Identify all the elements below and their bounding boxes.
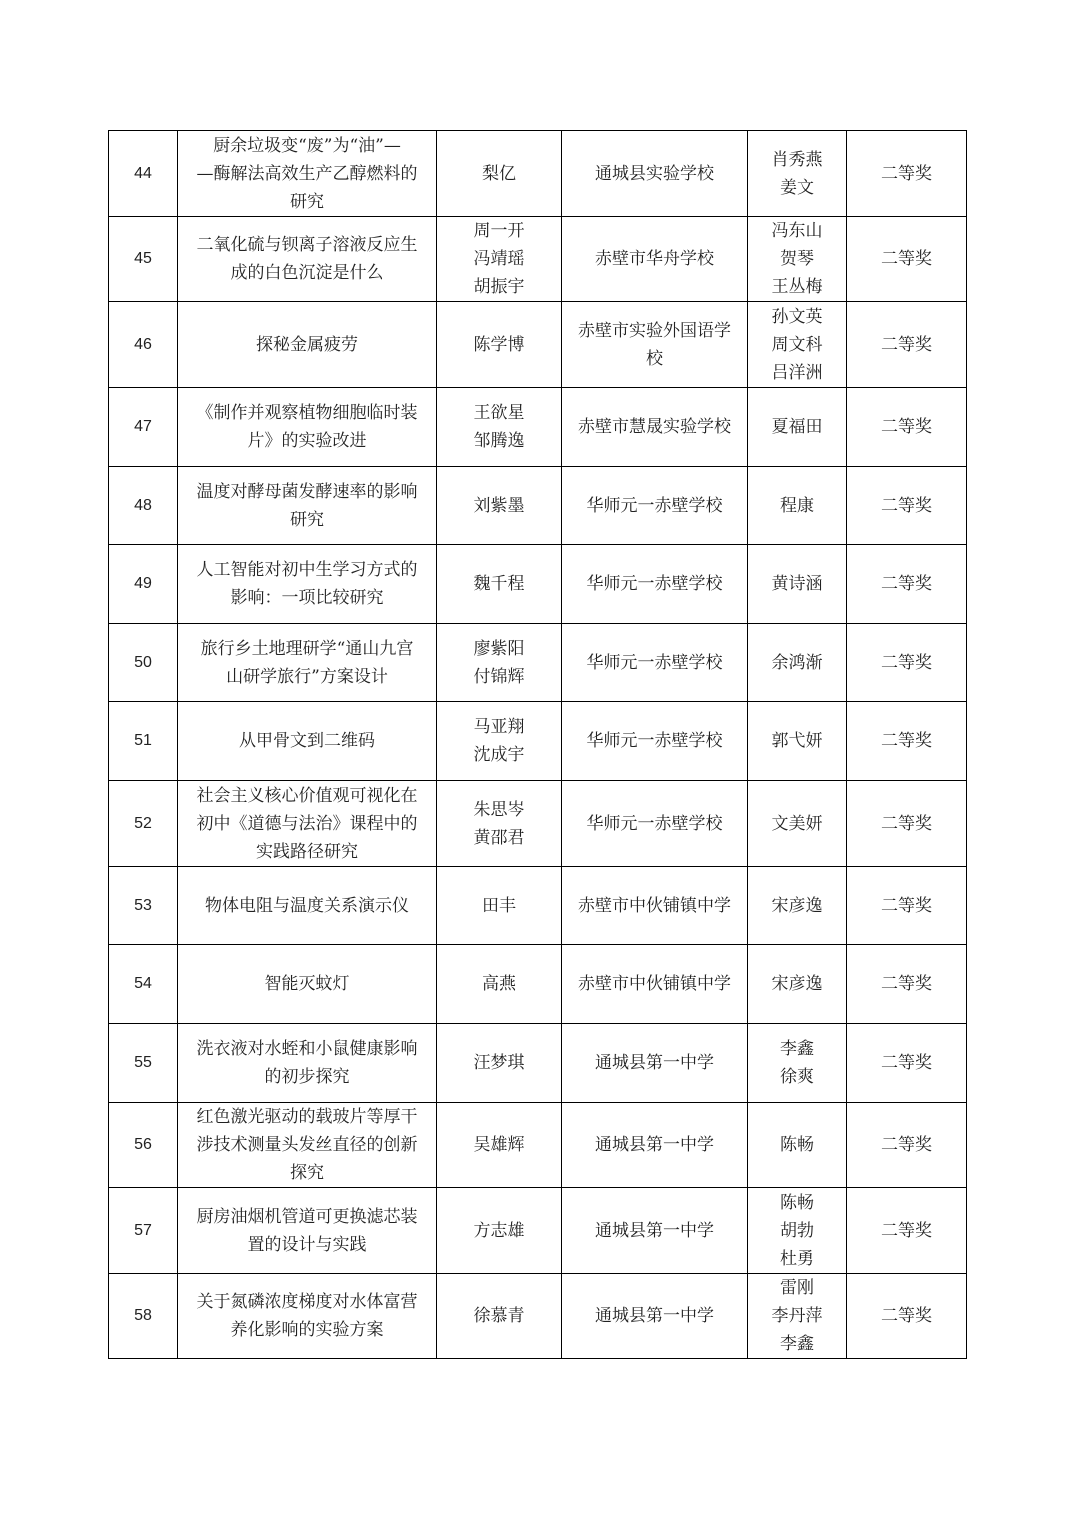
- table-row: [109, 388, 967, 467]
- student-names-cell: [437, 781, 562, 867]
- school-name-cell: [562, 217, 748, 302]
- project-title-line: 影响：一项比较研究: [230, 588, 384, 608]
- project-title-line: 物体电阻与温度关系演示仪: [205, 895, 409, 916]
- award-level: 二等奖: [881, 974, 932, 994]
- student-names-cell: [437, 131, 562, 217]
- teacher-names-cell: [748, 1103, 847, 1188]
- teacher-names-line: 陈畅: [780, 1192, 814, 1213]
- teacher-names-cell: [748, 545, 847, 624]
- project-title-cell: [178, 467, 437, 545]
- student-names-cell: [437, 545, 562, 624]
- teacher-names-line: 徐爽: [780, 1067, 814, 1087]
- row-number-cell: [109, 467, 178, 545]
- table-row: [109, 867, 967, 945]
- school-name-line: 赤壁市实验外国语学: [578, 320, 731, 341]
- student-names-cell: [437, 388, 562, 467]
- teacher-names-line: 肖秀燕: [771, 149, 823, 170]
- row-number-cell: [109, 1103, 178, 1188]
- teacher-names-line: 李鑫: [780, 1334, 814, 1354]
- teacher-names-line: 冯东山: [771, 221, 823, 241]
- school-name-cell: [562, 545, 748, 624]
- teacher-names-cell: [748, 388, 847, 467]
- row-number: 52: [134, 814, 152, 832]
- row-number-cell: [109, 388, 178, 467]
- school-name-cell: [562, 1103, 748, 1188]
- teacher-names-cell: [748, 302, 847, 388]
- school-name-line: 通城县第一中学: [595, 1135, 714, 1155]
- project-title-line: 洗衣液对水蛭和小鼠健康影响: [196, 1039, 418, 1059]
- school-name-cell: [562, 867, 748, 945]
- award-level-cell: [847, 1188, 967, 1274]
- student-names-cell: [437, 467, 562, 545]
- award-level: 二等奖: [881, 249, 932, 269]
- teacher-names-line: 陈畅: [780, 1135, 814, 1155]
- row-number-cell: [109, 624, 178, 702]
- student-names-cell: [437, 302, 562, 388]
- project-title-cell: [178, 624, 437, 702]
- teacher-names-cell: [748, 1274, 847, 1359]
- school-name-line: 通城县实验学校: [595, 163, 714, 184]
- student-names-line: 方志雄: [473, 1220, 525, 1241]
- student-names-line: 魏千程: [473, 574, 525, 594]
- teacher-names-line: 宋彦逸: [771, 895, 823, 916]
- row-number-cell: [109, 781, 178, 867]
- project-title-cell: [178, 781, 437, 867]
- award-level-cell: [847, 624, 967, 702]
- project-title-line: 厨余垃圾变“废”为“油”—: [213, 135, 401, 156]
- student-names-cell: [437, 624, 562, 702]
- row-number: 55: [134, 1054, 152, 1071]
- school-name-cell: [562, 467, 748, 545]
- table-row: [109, 1103, 967, 1188]
- school-name-cell: [562, 781, 748, 867]
- student-names-cell: [437, 1274, 562, 1359]
- row-number: 50: [134, 653, 152, 671]
- teacher-names-line: 夏福田: [771, 417, 823, 437]
- award-level-cell: [847, 467, 967, 545]
- school-name-cell: [562, 388, 748, 467]
- award-level-cell: [847, 1024, 967, 1103]
- award-level: 二等奖: [881, 652, 932, 673]
- school-name-line: 赤壁市中伙铺镇中学: [578, 895, 731, 916]
- project-title-line: 置的设计与实践: [247, 1234, 367, 1255]
- row-number-cell: [109, 217, 178, 302]
- student-names-cell: [437, 1103, 562, 1188]
- student-names-cell: [437, 702, 562, 781]
- table-row: [109, 624, 967, 702]
- row-number-cell: [109, 131, 178, 217]
- school-name-cell: [562, 1188, 748, 1274]
- project-title-line: 人工智能对初中生学习方式的: [196, 560, 418, 580]
- row-number: 48: [134, 496, 152, 514]
- teacher-names-cell: [748, 217, 847, 302]
- student-names-line: 王欲星: [473, 403, 525, 423]
- school-name-line: 通城县第一中学: [595, 1306, 714, 1326]
- student-names-cell: [437, 217, 562, 302]
- project-title-line: 研究: [290, 191, 324, 212]
- student-names-line: 廖紫阳: [473, 638, 525, 659]
- student-names-line: 黄邵君: [473, 827, 525, 848]
- table-row: [109, 131, 967, 217]
- row-number: 51: [134, 732, 152, 749]
- school-name-cell: [562, 702, 748, 781]
- project-title-line: 实践路径研究: [256, 841, 358, 862]
- awards-table: [108, 130, 967, 1359]
- award-level-cell: [847, 217, 967, 302]
- project-title-cell: [178, 945, 437, 1024]
- school-name-cell: [562, 1024, 748, 1103]
- award-level-cell: [847, 131, 967, 217]
- table-row: [109, 702, 967, 781]
- project-title-line: 山研学旅行”方案设计: [226, 666, 388, 687]
- school-name-line: 赤壁市华舟学校: [595, 249, 714, 269]
- teacher-names-line: 胡勃: [780, 1220, 814, 1241]
- teacher-names-line: 周文科: [771, 334, 823, 355]
- project-title-line: 涉技术测量头发丝直径的创新: [196, 1135, 418, 1155]
- award-level-cell: [847, 867, 967, 945]
- project-title-line: 厨房油烟机管道可更换滤芯装: [196, 1206, 418, 1227]
- project-title-line: 智能灭蚊灯: [264, 974, 350, 994]
- award-level-cell: [847, 781, 967, 867]
- school-name-cell: [562, 945, 748, 1024]
- project-title-cell: [178, 545, 437, 624]
- awards-table-body: [109, 131, 967, 1359]
- school-name-line: 华师元一赤壁学校: [586, 813, 723, 834]
- row-number-cell: [109, 1274, 178, 1359]
- student-names-line: 马亚翔: [473, 717, 525, 737]
- row-number: 45: [134, 250, 152, 267]
- table-row: [109, 1274, 967, 1359]
- student-names-line: 吴雄辉: [473, 1135, 525, 1155]
- row-number-cell: [109, 302, 178, 388]
- award-level-cell: [847, 1274, 967, 1359]
- school-name-line: 华师元一赤壁学校: [586, 731, 723, 751]
- teacher-names-cell: [748, 1188, 847, 1274]
- project-title-line: 旅行乡土地理研学“通山九宫: [200, 638, 414, 659]
- teacher-names-line: 宋彦逸: [771, 974, 823, 994]
- teacher-names-cell: [748, 867, 847, 945]
- row-number: 53: [134, 896, 152, 914]
- teacher-names-cell: [748, 1024, 847, 1103]
- row-number: 56: [134, 1136, 152, 1153]
- project-title-line: 片》的实验改进: [247, 431, 367, 451]
- teacher-names-line: 李丹萍: [771, 1306, 823, 1326]
- award-level: 二等奖: [881, 813, 932, 834]
- project-title-line: —酶解法高效生产乙醇燃料的: [196, 163, 418, 184]
- project-title-cell: [178, 1024, 437, 1103]
- teacher-names-line: 杜勇: [780, 1248, 814, 1269]
- award-level: 二等奖: [881, 334, 932, 355]
- student-names-line: 胡振宇: [473, 277, 525, 297]
- table-row: [109, 781, 967, 867]
- award-level-cell: [847, 945, 967, 1024]
- row-number: 46: [134, 335, 152, 353]
- teacher-names-cell: [748, 781, 847, 867]
- table-row: [109, 302, 967, 388]
- school-name-cell: [562, 1274, 748, 1359]
- award-level-cell: [847, 702, 967, 781]
- teacher-names-cell: [748, 945, 847, 1024]
- teacher-names-line: 李鑫: [780, 1039, 814, 1059]
- project-title-cell: [178, 217, 437, 302]
- row-number-cell: [109, 867, 178, 945]
- school-name-line: 华师元一赤壁学校: [586, 652, 723, 673]
- school-name-line: 校: [646, 348, 663, 369]
- student-names-cell: [437, 1024, 562, 1103]
- student-names-line: 徐慕青: [473, 1306, 525, 1326]
- project-title-line: 《制作并观察植物细胞临时装: [196, 403, 418, 423]
- project-title-line: 探秘金属疲劳: [256, 334, 358, 355]
- award-level: 二等奖: [881, 495, 932, 516]
- project-title-cell: [178, 867, 437, 945]
- student-names-line: 刘紫墨: [473, 495, 525, 516]
- teacher-names-line: 程康: [780, 495, 814, 516]
- student-names-cell: [437, 945, 562, 1024]
- teacher-names-line: 贺琴: [780, 249, 814, 269]
- school-name-line: 华师元一赤壁学校: [586, 495, 723, 516]
- row-number-cell: [109, 1024, 178, 1103]
- row-number: 49: [134, 575, 152, 592]
- student-names-line: 朱思岑: [473, 799, 525, 820]
- project-title-line: 探究: [290, 1163, 324, 1183]
- project-title-cell: [178, 302, 437, 388]
- project-title-cell: [178, 1274, 437, 1359]
- award-level: 二等奖: [881, 1220, 932, 1241]
- row-number: 54: [134, 975, 152, 992]
- teacher-names-line: 姜文: [780, 177, 814, 198]
- teacher-names-line: 黄诗涵: [771, 574, 823, 594]
- school-name-line: 通城县第一中学: [595, 1053, 714, 1073]
- table-row: [109, 1188, 967, 1274]
- project-title-line: 二氧化硫与钡离子溶液反应生: [196, 235, 418, 255]
- project-title-line: 成的白色沉淀是什么: [230, 263, 384, 283]
- row-number: 44: [134, 164, 152, 182]
- row-number-cell: [109, 945, 178, 1024]
- award-level: 二等奖: [881, 574, 932, 594]
- teacher-names-line: 孙文英: [771, 306, 823, 327]
- project-title-line: 的初步探究: [264, 1067, 350, 1087]
- project-title-line: 初中《道德与法治》课程中的: [196, 813, 418, 834]
- project-title-line: 研究: [290, 509, 324, 530]
- project-title-cell: [178, 1188, 437, 1274]
- student-names-line: 冯靖瑶: [473, 249, 525, 269]
- school-name-line: 赤壁市中伙铺镇中学: [578, 974, 731, 994]
- project-title-line: 红色激光驱动的载玻片等厚干: [196, 1107, 418, 1127]
- project-title-line: 温度对酵母菌发酵速率的影响: [196, 481, 418, 502]
- student-names-line: 沈成宇: [473, 745, 525, 765]
- student-names-line: 陈学博: [473, 334, 525, 355]
- award-level: 二等奖: [881, 895, 932, 916]
- school-name-cell: [562, 302, 748, 388]
- student-names-line: 田丰: [482, 895, 516, 916]
- student-names-cell: [437, 867, 562, 945]
- project-title-line: 社会主义核心价值观可视化在: [196, 785, 418, 806]
- award-level: 二等奖: [881, 1053, 932, 1073]
- award-level: 二等奖: [881, 731, 932, 751]
- teacher-names-line: 郭弋妍: [771, 731, 823, 751]
- teacher-names-line: 吕洋洲: [771, 362, 823, 383]
- school-name-cell: [562, 131, 748, 217]
- school-name-line: 通城县第一中学: [595, 1220, 714, 1241]
- row-number: 47: [134, 418, 152, 435]
- student-names-line: 高燕: [482, 974, 516, 994]
- teacher-names-cell: [748, 131, 847, 217]
- award-level-cell: [847, 545, 967, 624]
- award-level-cell: [847, 388, 967, 467]
- award-level: 二等奖: [881, 417, 932, 437]
- table-row: [109, 545, 967, 624]
- award-level: 二等奖: [881, 1306, 932, 1326]
- student-names-line: 邹腾逸: [473, 431, 525, 451]
- teacher-names-line: 文美妍: [771, 813, 823, 834]
- project-title-line: 关于氮磷浓度梯度对水体富营: [196, 1292, 418, 1312]
- project-title-cell: [178, 388, 437, 467]
- student-names-line: 周一开: [473, 221, 525, 241]
- student-names-line: 付锦辉: [473, 666, 525, 687]
- row-number-cell: [109, 545, 178, 624]
- teacher-names-cell: [748, 467, 847, 545]
- student-names-cell: [437, 1188, 562, 1274]
- project-title-line: 养化影响的实验方案: [230, 1320, 384, 1340]
- teacher-names-line: 王丛梅: [771, 277, 823, 297]
- project-title-line: 从甲骨文到二维码: [239, 731, 375, 751]
- table-row: [109, 1024, 967, 1103]
- teacher-names-cell: [748, 702, 847, 781]
- student-names-line: 梨亿: [482, 163, 516, 184]
- school-name-line: 华师元一赤壁学校: [586, 574, 723, 594]
- teacher-names-line: 雷刚: [780, 1278, 814, 1298]
- table-row: [109, 467, 967, 545]
- school-name-line: 赤壁市慧晟实验学校: [578, 417, 731, 437]
- row-number-cell: [109, 1188, 178, 1274]
- award-level-cell: [847, 302, 967, 388]
- student-names-line: 汪梦琪: [473, 1053, 525, 1073]
- row-number: 57: [134, 1221, 152, 1239]
- table-row: [109, 217, 967, 302]
- project-title-cell: [178, 131, 437, 217]
- project-title-cell: [178, 1103, 437, 1188]
- table-row: [109, 945, 967, 1024]
- teacher-names-line: 余鸿渐: [771, 652, 823, 673]
- project-title-cell: [178, 702, 437, 781]
- teacher-names-cell: [748, 624, 847, 702]
- award-level: 二等奖: [881, 163, 932, 184]
- row-number: 58: [134, 1307, 152, 1324]
- award-level: 二等奖: [881, 1135, 932, 1155]
- award-level-cell: [847, 1103, 967, 1188]
- row-number-cell: [109, 702, 178, 781]
- school-name-cell: [562, 624, 748, 702]
